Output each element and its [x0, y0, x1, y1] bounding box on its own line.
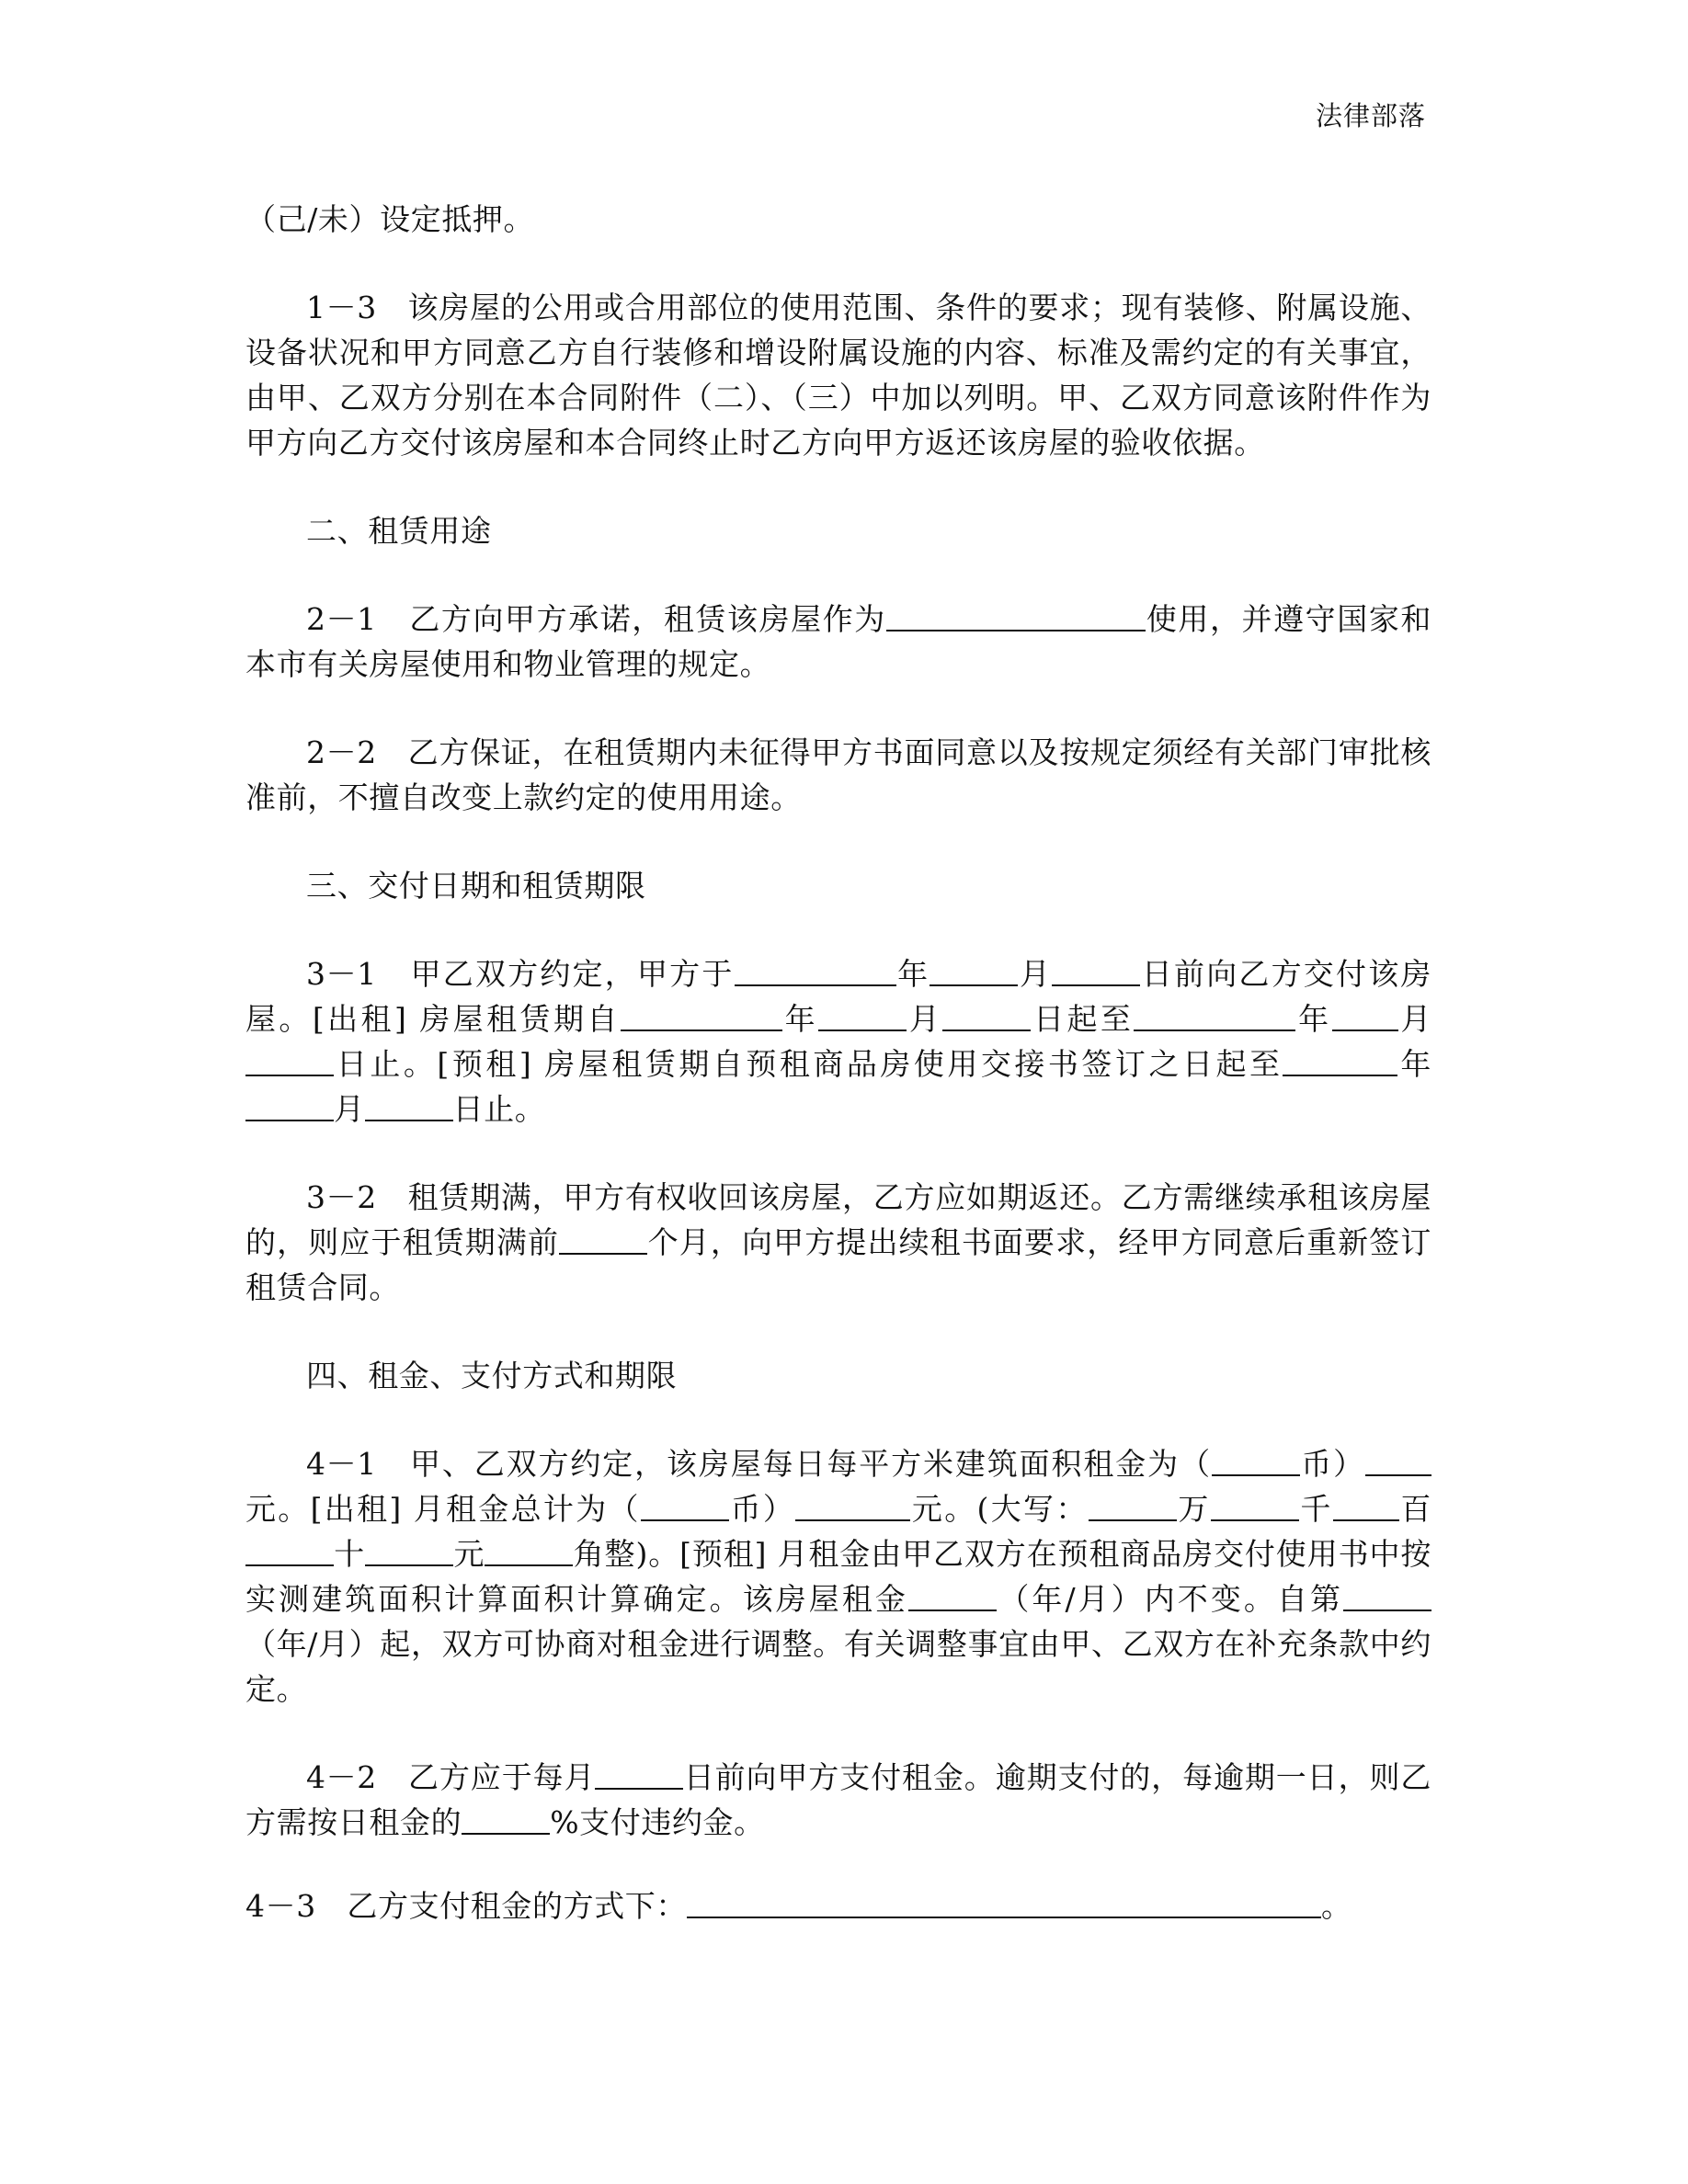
clause-4-1-part-e: 元。(大写：	[910, 1491, 1089, 1527]
blank-payment-method	[687, 1889, 1321, 1918]
clause-2-2: 2－2 乙方保证，在租赁期内未征得甲方书面同意以及按规定须经有关部门审批核准前，不擅自改变上款约定的使用用途。	[245, 734, 1431, 815]
clause-3-2-part-a: 3－2 租赁期满，甲方有权收回该房屋，乙方应如期返还。乙方需继续承租该房屋的，则应于租赁期满前	[245, 1179, 1431, 1260]
clause-3-1-part-b: 年	[895, 956, 930, 992]
header-site-name: 法律部落	[1315, 100, 1426, 131]
blank-prelease-day	[365, 1092, 453, 1121]
clause-3-1-part-a: 3－1 甲乙双方约定，甲方于	[306, 956, 735, 992]
clause-4-3-part-a: 4－3 乙方支付租金的方式下：	[245, 1888, 687, 1924]
blank-delivery-month	[930, 957, 1018, 986]
clause-4-3	[245, 1883, 1431, 1928]
clause-4-1-part-c: 元。[出租] 月租金总计为（	[245, 1491, 641, 1527]
clause-2-1	[245, 597, 1431, 687]
clause-3-1-part-e: 年	[781, 1001, 819, 1037]
blank-start-month	[818, 1002, 907, 1031]
clause-1-3: 1－3 该房屋的公用或合用部位的使用范围、条件的要求；现有装修、附属设施、设备状况和甲方同意乙方自行装修和增设附属设施的内容、标准及需约定的有关事宜，由甲、乙双方分别在本合同附件（二）、（三）中加以列明。甲、乙双方同意该附件作为甲方向乙方交付该房屋和本合同终止时乙方向甲方返还该房屋的验收依据。	[245, 290, 1431, 461]
blank-delivery-day	[1052, 957, 1140, 986]
clause-4-1-part-k: 角整)。[预租] 月租金由甲乙双方在预租商品房交付使用书中按实测建筑面积计算面积计算确定。该房屋租金	[245, 1536, 1431, 1617]
clause-4-1-part-f: 万	[1176, 1491, 1211, 1527]
blank-jiao	[485, 1537, 573, 1566]
clause-4-1-part-l: （年/月）内不变。自第	[996, 1581, 1344, 1617]
blank-daily-rent-currency	[1212, 1447, 1300, 1476]
clause-4-1-part-h: 百	[1398, 1491, 1431, 1527]
clause-4-2-part-b: 日前向甲方支付租金。逾期支付的，每逾期一日，则乙方需按日租金的	[245, 1759, 1431, 1840]
clause-3-1-part-g: 日起至	[1031, 1001, 1135, 1037]
clause-4-2	[245, 1755, 1431, 1845]
blank-payment-day	[595, 1760, 683, 1790]
clause-4-1-part-m: （年/月）起，双方可协商对租金进行调整。有关调整事宜由甲、乙双方在补充条款中约定。	[245, 1626, 1431, 1707]
blank-renewal-months	[559, 1225, 647, 1255]
blank-hundreds-lead	[1333, 1492, 1399, 1521]
blank-end-year	[1134, 1002, 1295, 1031]
clause-4-1-part-a: 4－1 甲、乙双方约定，该房屋每日每平方米建筑面积租金为（	[306, 1446, 1212, 1482]
clause-3-1-part-d: 日前向乙方交付该房屋。[出租] 房屋租赁期自	[245, 956, 1431, 1037]
clause-4-2-part-c: %支付违约金。	[550, 1804, 765, 1840]
blank-start-day	[942, 1002, 1031, 1031]
blank-prelease-month	[245, 1092, 334, 1121]
clause-4-1-part-j: 元	[453, 1536, 485, 1572]
blank-rent-adjust-start	[1343, 1582, 1431, 1611]
section-4-title: 四、租金、支付方式和期限	[306, 1358, 678, 1393]
clause-4-3-part-b: 。	[1321, 1888, 1352, 1924]
blank-ten-thousands	[1089, 1492, 1177, 1521]
clause-3-2	[245, 1175, 1431, 1310]
blank-usage-field	[886, 602, 1146, 631]
section-3-title: 三、交付日期和租赁期限	[306, 868, 646, 904]
clause-4-1-part-d: 币）	[728, 1491, 796, 1527]
clause-3-1-part-i: 月	[1397, 1001, 1431, 1037]
clause-2-1-part-b: 使用，并遵守国家和本市有关房屋使用和物业管理的规定。	[245, 601, 1431, 682]
blank-start-year	[621, 1002, 782, 1031]
clause-3-1-part-l: 月	[334, 1091, 365, 1127]
blank-end-month	[1332, 1002, 1398, 1031]
clause-3-1-part-f: 月	[907, 1001, 943, 1037]
blank-hundreds	[245, 1537, 334, 1566]
clause-4-1	[245, 1441, 1431, 1712]
blank-end-day	[245, 1047, 334, 1076]
clause-intro: （己/未）设定抵押。	[245, 201, 535, 237]
blank-monthly-rent-currency	[641, 1492, 729, 1521]
blank-monthly-rent-amount	[795, 1492, 910, 1521]
clause-3-1	[245, 951, 1431, 1132]
clause-3-1-part-c: 月	[1018, 956, 1053, 992]
clause-3-1-part-k: 年	[1397, 1046, 1431, 1082]
clause-3-1-part-m: 日止。	[452, 1091, 546, 1127]
clause-4-1-part-g: 千	[1298, 1491, 1333, 1527]
clause-3-1-part-h: 年	[1295, 1001, 1332, 1037]
blank-daily-rent-amount	[1365, 1447, 1431, 1476]
clause-3-1-part-j: 日止。[预租] 房屋租赁期自预租商品房使用交接书签订之日起至	[334, 1046, 1283, 1082]
section-2-title: 二、租赁用途	[306, 513, 492, 549]
blank-rent-fixed-period	[908, 1582, 997, 1611]
blank-delivery-year	[735, 957, 896, 986]
blank-thousands	[1211, 1492, 1299, 1521]
clause-4-1-part-b: 币）	[1299, 1446, 1365, 1482]
clause-2-1-part-a: 2－1 乙方向甲方承诺，租赁该房屋作为	[306, 601, 886, 637]
blank-tens	[365, 1537, 453, 1566]
blank-penalty-percent	[462, 1805, 550, 1835]
contract-content	[245, 197, 1431, 1928]
blank-prelease-year	[1283, 1047, 1397, 1076]
clause-4-2-part-a: 4－2 乙方应于每月	[306, 1759, 596, 1795]
clause-4-1-part-i: 十	[334, 1536, 366, 1572]
clause-3-2-part-b: 个月，向甲方提出续租书面要求，经甲方同意后重新签订租赁合同。	[245, 1224, 1432, 1305]
